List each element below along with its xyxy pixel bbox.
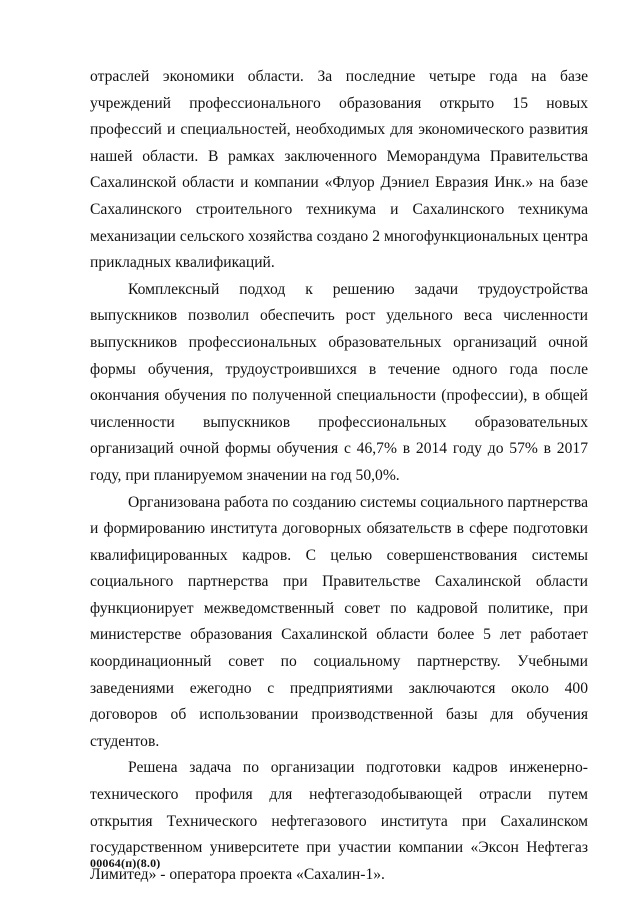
paragraph-continuation: отраслей экономики области. За последние четыре года на базе учреждений профессионального образования открыто 15 новых профессий и специальностей, необходимых для экономического развития нашей области. В рамках заключенного Меморандума Правительства Сахалинской области и компании «Флуор Дэниел Евразия Инк.» на базе Сахалинского строительного техникума и Сахалинского техникума механизации сельского хозяйства создано 2 многофункциональных центра прикладных квалификаций. [90, 68, 588, 272]
paragraph-oil-gas-institute: Решена задача по организации подготовки кадров инженерно-технического профиля для нефтегазодобывающей отрасли путем открытия Технического нефтегазового института при Сахалинском государственном университете при участии компании «Эксон Нефтегаз Лимитед» - оператора проекта «Сахалин-1». [90, 759, 588, 883]
paragraph-employment: Комплексный подход к решению задачи трудоустройства выпускников позволил обеспечить рост удельного веса численности выпускников профессиональных образовательных организаций очной формы обучения, трудоустроившихся в течение одного года после окончания обучения по полученной специальности (профессии), в общей численности выпускников профессиональных образовательных организаций очной формы обучения с 46,7% в 2014 году до 57% в 2017 году, при планируемом значении на год 50,0%. [90, 280, 588, 484]
document-body [90, 64, 588, 888]
paragraph-social-partnership: Организована работа по созданию системы социального партнерства и формированию института договорных обязательств в сфере подготовки квалифицированных кадров. С целью совершенствования системы социального партнерства при Правительстве Сахалинской области функционирует межведомственный совет по кадровой политике, при министерстве образования Сахалинской области более 5 лет работает координационный совет по социальному партнерству. Учебными заведениями ежегодно с предприятиями заключаются около 400 договоров об использовании производственной базы для обучения студентов. [90, 493, 588, 750]
document-code: 00064(п)(8.0) [90, 856, 161, 870]
